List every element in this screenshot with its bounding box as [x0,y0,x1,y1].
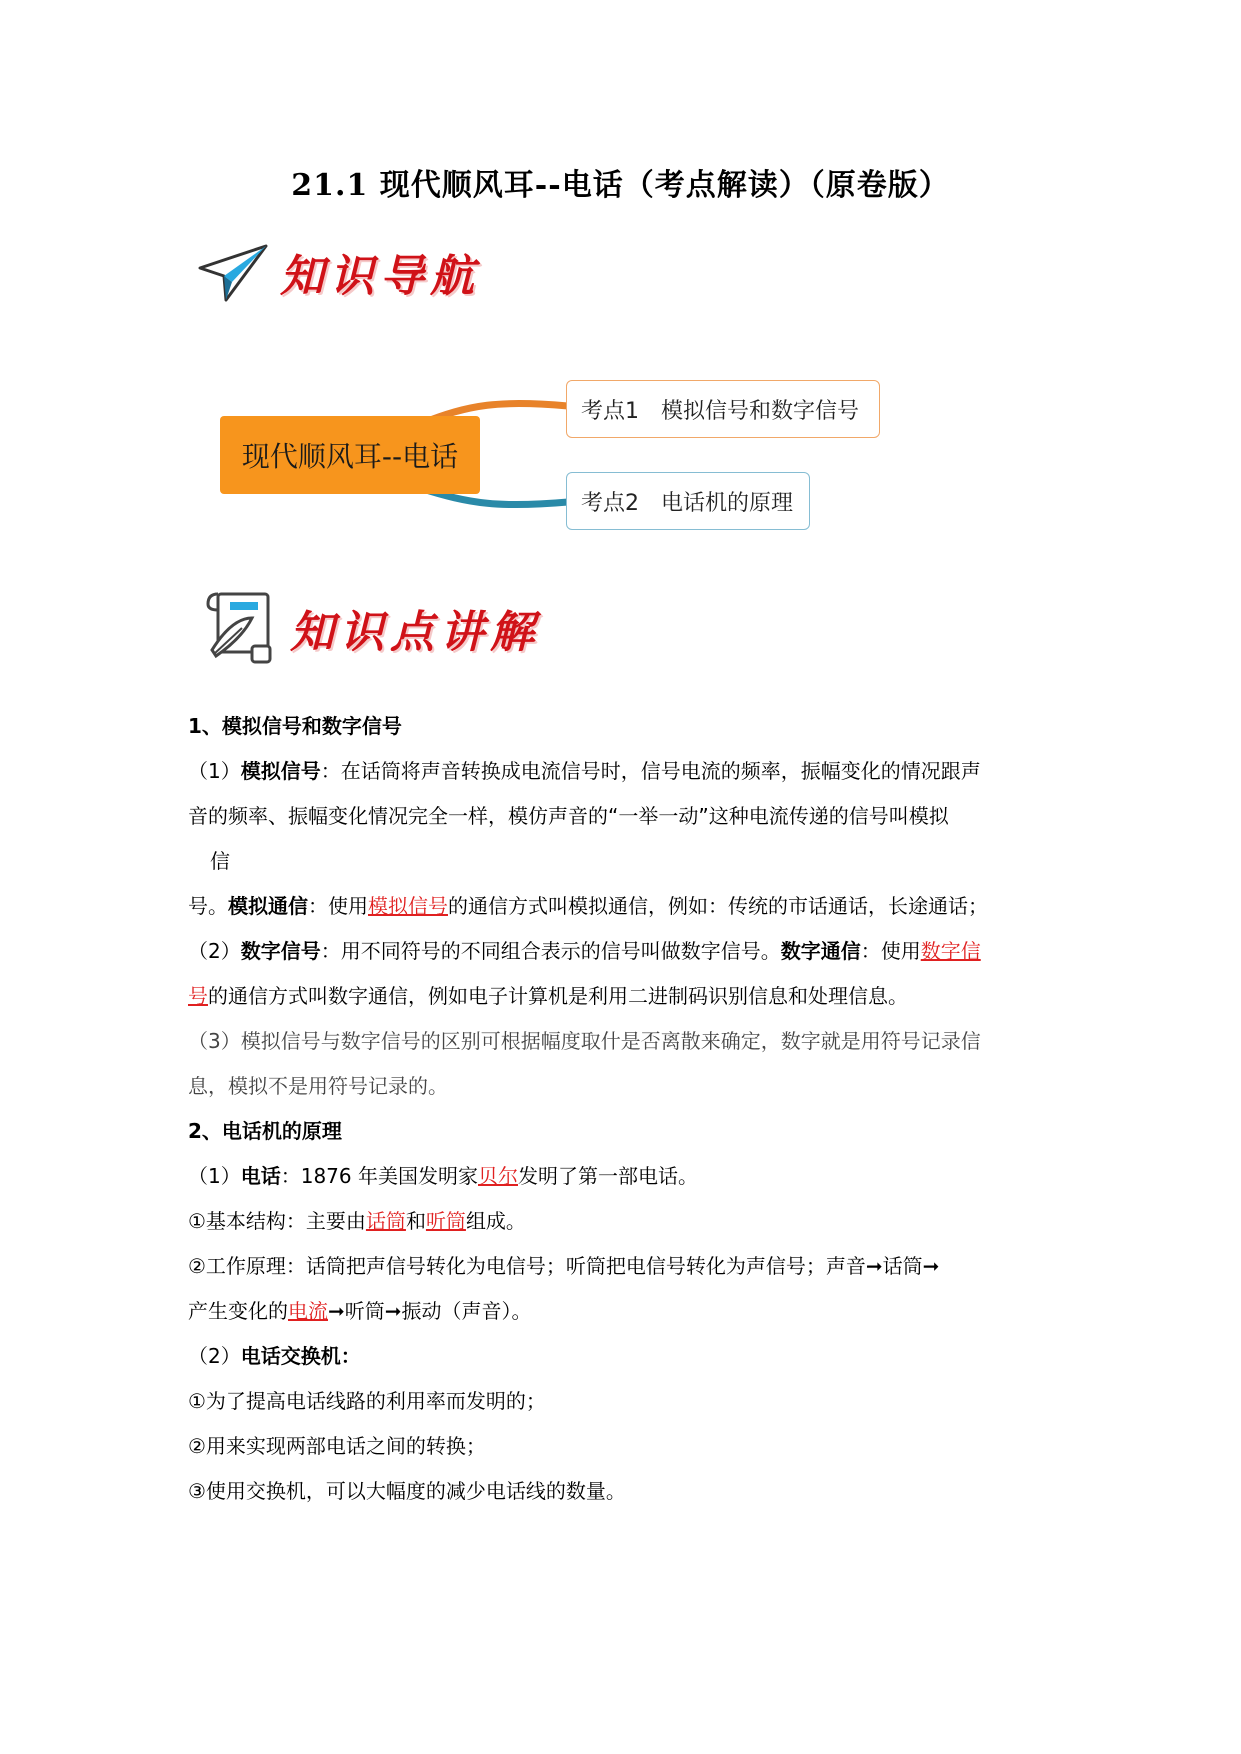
s1-paragraph-2-line-1 [188,929,1058,974]
mind-map-center-node: 现代顺风耳--电话 [220,416,480,494]
mind-map-branch-2: 考点2 电话机的原理 [566,472,810,530]
telephone-term: 电话 [240,1164,281,1188]
microphone-blank: 话筒 [365,1209,406,1233]
digital-comm-term: 数字通信 [780,939,861,963]
receiver-blank: 听筒 [425,1209,466,1233]
current-blank: 电流 [288,1299,328,1323]
scroll-quill-icon [202,588,278,668]
s2-p1-b: 发明了第一部电话。 [518,1164,698,1188]
analog-comm-term: 模拟通信 [228,894,308,918]
work-a: 产生变化的 [188,1299,288,1323]
s1-p1-line4-b: ：使用 [308,894,368,918]
mind-map-branch-1: 考点1 模拟信号和数字信号 [566,380,880,438]
struct-a: ①基本结构：主要由 [188,1209,366,1233]
work-b: ➞听筒➞振动（声音）。 [328,1299,532,1323]
section-2-heading: 2、电话机的原理 [188,1119,342,1143]
basic-structure-line [188,1199,1058,1244]
working-principle-line-1: ②工作原理：话筒把声信号转化为电信号；听筒把电信号转化为声信号；声音➞话筒➞ [188,1254,940,1278]
struct-c: 组成。 [465,1209,526,1233]
struct-b: 和 [405,1209,426,1233]
s1-p1-prefix: （1） [188,759,241,783]
exchange-item-3: ③使用交换机，可以大幅度的减少电话线的数量。 [188,1479,626,1503]
s1-paragraph-1-line-3: 信 [210,849,230,873]
s1-paragraph-1-line-4 [188,884,1058,929]
s1-paragraph-1-line-2: 音的频率、振幅变化情况完全一样，模仿声音的“一举一动”这种电流传递的信号叫模拟 [188,804,949,828]
exchange-item-2: ②用来实现两部电话之间的转换； [188,1434,486,1458]
exchange-item-1: ①为了提高电话线路的利用率而发明的； [188,1389,546,1413]
page-title: 21.1 现代顺风耳--电话（考点解读）（原卷版） [291,168,950,203]
working-principle-line-2 [188,1289,1058,1334]
s2-p1-prefix: （1） [188,1164,241,1188]
s1-paragraph-3-line-1: （3）模拟信号与数字信号的区别可根据幅度取什是否离散来确定，数字就是用符号记录信 [188,1029,981,1053]
mind-map [0,0,1241,560]
content-body [188,704,1058,1514]
exchange-term: 电话交换机 [240,1344,341,1368]
knowledge-explain-banner [202,588,540,668]
s1-p1-line4-c: 的通信方式叫模拟通信，例如：传统的市话通话，长途通话； [448,894,988,918]
s1-p2-text: ：用不同符号的不同组合表示的信号叫做数字信号。 [320,939,781,963]
analog-signal-term: 模拟信号 [240,759,321,783]
s1-p2-text2: ：使用 [860,939,921,963]
s2-p2-prefix: （2） [188,1344,241,1368]
s1-paragraph-2-line-2 [188,974,1058,1019]
exchange-colon: ： [340,1344,361,1368]
knowledge-nav-title: 知识导航 [280,251,480,302]
s2-p1-a: ：1876 年美国发明家 [280,1164,478,1188]
digital-signal-blank-2: 号 [188,984,208,1008]
s1-p2-prefix: （2） [188,939,241,963]
s2-paragraph-2 [188,1334,1058,1379]
s1-paragraph-1-line-1 [188,749,1058,794]
s2-paragraph-1 [188,1154,1058,1199]
knowledge-explain-title: 知识点讲解 [290,607,540,658]
s1-p2-line2: 的通信方式叫数字通信，例如电子计算机是利用二进制码识别信息和处理信息。 [208,984,908,1008]
analog-signal-blank: 模拟信号 [368,894,448,918]
bell-blank: 贝尔 [478,1164,518,1188]
s1-p1-text: ：在话筒将声音转换成电流信号时，信号电流的频率，振幅变化的情况跟声 [320,759,981,783]
s1-p1-line4-a: 号。 [188,894,228,918]
section-1-heading: 1、模拟信号和数字信号 [188,714,402,738]
digital-signal-term: 数字信号 [240,939,321,963]
digital-signal-blank-1: 数字信 [920,939,981,963]
s1-paragraph-3-line-2: 息，模拟不是用符号记录的。 [188,1074,448,1098]
